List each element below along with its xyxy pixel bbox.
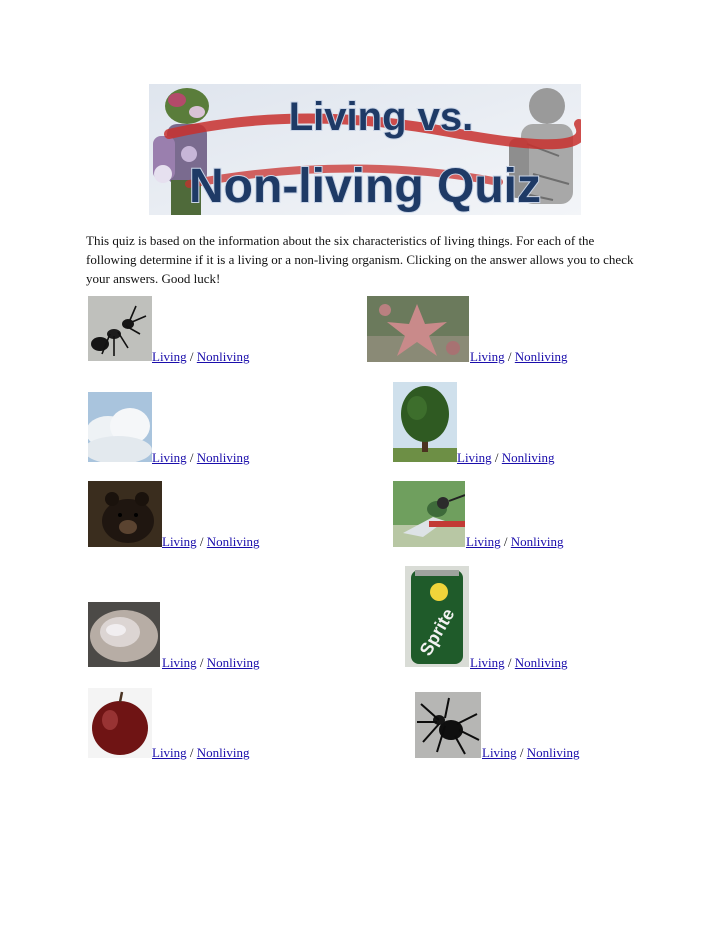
can-label-text: Sprite <box>415 604 459 660</box>
living-link[interactable]: Living <box>152 745 187 760</box>
ant-picture <box>88 296 152 361</box>
living-link[interactable]: Living <box>152 450 187 465</box>
banner-graphic <box>149 84 581 215</box>
apple-picture <box>88 688 152 758</box>
apple-icon <box>88 688 152 758</box>
living-link[interactable]: Living <box>466 534 501 549</box>
nonliving-link[interactable]: Nonliving <box>514 349 568 364</box>
hummingbird-icon <box>393 481 465 547</box>
answer-separator: / <box>186 349 197 364</box>
spider-icon <box>415 692 481 758</box>
intro-paragraph: This quiz is based on the information about the six characteristics of living things. For each of the following determine if it is a living or a non-living organism. Clicking on the answer allows you to check your answers. Good luck! <box>86 233 634 286</box>
tree-icon <box>393 382 457 462</box>
living-link[interactable]: Living <box>162 534 197 549</box>
quiz-banner <box>149 84 581 215</box>
answer-apple <box>152 745 250 761</box>
fingernail-icon <box>88 602 160 667</box>
answer-soda-can <box>470 655 568 671</box>
nonliving-link[interactable]: Nonliving <box>514 655 568 670</box>
answer-fingernail <box>162 655 260 671</box>
answer-hummingbird <box>466 534 564 550</box>
hummingbird-picture <box>393 481 465 547</box>
answer-bear <box>162 534 260 550</box>
answer-ant <box>152 349 250 365</box>
living-link[interactable]: Living <box>457 450 492 465</box>
answer-tree <box>457 450 555 466</box>
soda-can-icon <box>405 566 469 667</box>
answer-separator: / <box>186 745 197 760</box>
nonliving-link[interactable]: Nonliving <box>526 745 580 760</box>
starfish-icon <box>367 296 469 362</box>
living-link[interactable]: Living <box>482 745 517 760</box>
ant-icon <box>88 296 152 361</box>
nonliving-link[interactable]: Nonliving <box>501 450 555 465</box>
answer-separator: / <box>516 745 527 760</box>
nonliving-link[interactable]: Nonliving <box>196 450 250 465</box>
banner-line2: Non-living Quiz <box>189 160 541 213</box>
tree-picture <box>393 382 457 462</box>
banner-line1: Living vs. <box>288 95 474 139</box>
nonliving-link[interactable]: Nonliving <box>196 349 250 364</box>
living-link[interactable]: Living <box>162 655 197 670</box>
bear-picture <box>88 481 162 547</box>
answer-separator: / <box>504 349 515 364</box>
nonliving-link[interactable]: Nonliving <box>206 534 260 549</box>
answer-cloud <box>152 450 250 466</box>
living-link[interactable]: Living <box>152 349 187 364</box>
nonliving-link[interactable]: Nonliving <box>206 655 260 670</box>
answer-spider <box>482 745 580 761</box>
spider-picture <box>415 692 481 758</box>
answer-starfish <box>470 349 568 365</box>
nonliving-link[interactable]: Nonliving <box>196 745 250 760</box>
answer-separator: / <box>500 534 511 549</box>
cloud-icon <box>88 392 152 462</box>
fingernail-picture <box>88 602 160 667</box>
answer-separator: / <box>196 534 207 549</box>
answer-separator: / <box>196 655 207 670</box>
living-link[interactable]: Living <box>470 655 505 670</box>
bear-icon <box>88 481 162 547</box>
living-link[interactable]: Living <box>470 349 505 364</box>
cloud-picture <box>88 392 152 462</box>
answer-separator: / <box>491 450 502 465</box>
soda-can-picture <box>405 566 469 667</box>
answer-separator: / <box>504 655 515 670</box>
starfish-picture <box>367 296 469 362</box>
answer-separator: / <box>186 450 197 465</box>
nonliving-link[interactable]: Nonliving <box>510 534 564 549</box>
